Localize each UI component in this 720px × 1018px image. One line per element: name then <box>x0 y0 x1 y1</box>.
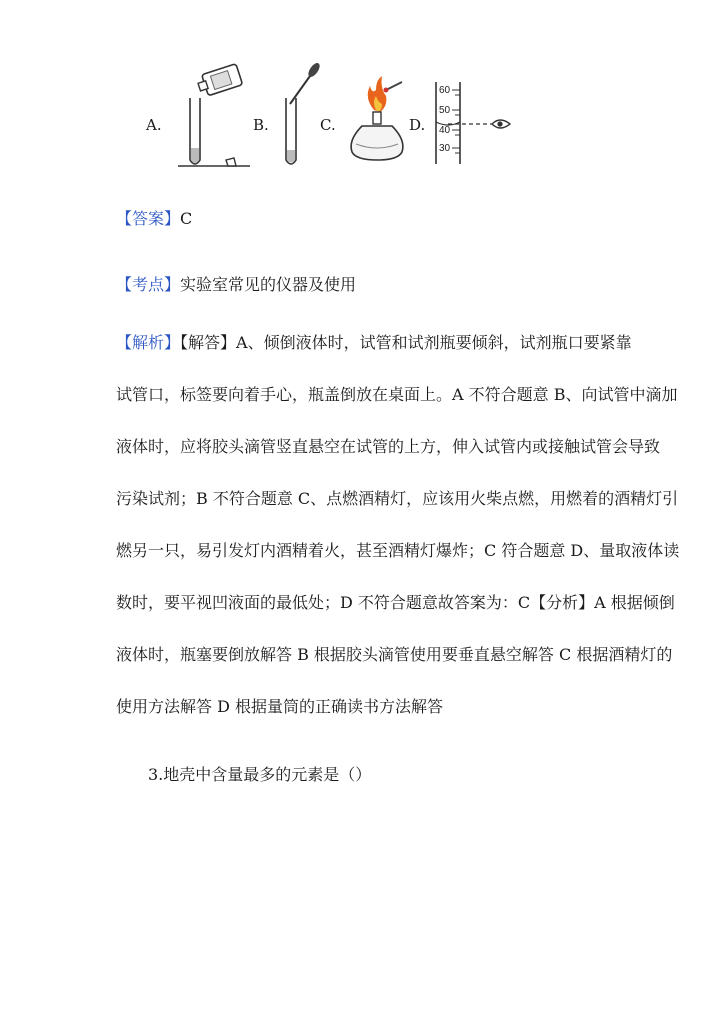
cylinder-mark-40: 40 <box>439 125 451 136</box>
next-question: 3.地壳中含量最多的元素是（） <box>148 765 372 784</box>
graduated-cylinder-figure <box>430 60 514 164</box>
analysis-line: 液体时，瓶塞要倒放解答 B 根据胶头滴管使用要垂直悬空解答 C 根据酒精灯的 <box>116 645 673 664</box>
analysis-line: 使用方法解答 D 根据量筒的正确读书方法解答 <box>116 697 444 716</box>
option-c-label: C. <box>320 116 336 134</box>
dropper-figure <box>276 60 326 172</box>
kaodian-line <box>116 272 356 295</box>
option-b-label: B. <box>253 116 269 134</box>
option-a-label: A. <box>146 116 162 134</box>
answer-line <box>116 206 192 229</box>
cylinder-mark-30: 30 <box>439 143 451 154</box>
experiment-figures <box>0 60 720 170</box>
analysis-line: 燃另一只，易引发灯内酒精着火，甚至酒精灯爆炸；C 符合题意 D、量取液体读 <box>116 541 680 560</box>
option-d-label: D. <box>409 116 426 134</box>
analysis-text: 【解答】A、倾倒液体时，试管和试剂瓶要倾斜，试剂瓶口要紧靠 <box>180 333 632 352</box>
kaodian-tag: 【考点】 <box>116 275 181 294</box>
analysis-line: 数时，要平视凹液面的最低处；D 不符合题意故答案为：C【分析】A 根据倾倒 <box>116 593 675 612</box>
analysis-line: 试管口，标签要向着手心，瓶盖倒放在桌面上。A 不符合题意 B、向试管中滴加 <box>116 385 678 404</box>
kaodian-value: 实验室常见的仪器及使用 <box>180 275 357 294</box>
answer-value: C <box>180 209 193 228</box>
analysis-line: 污染试剂；B 不符合题意 C、点燃酒精灯，应该用火柴点燃，用燃着的酒精灯引 <box>116 489 679 508</box>
analysis-paragraph <box>116 317 680 733</box>
pouring-liquid-figure <box>178 60 250 172</box>
cylinder-mark-50: 50 <box>439 105 451 116</box>
analysis-line: 液体时，应将胶头滴管竖直悬空在试管的上方，伸入试管内或接触试管会导致 <box>116 437 661 456</box>
cylinder-mark-60: 60 <box>439 85 451 96</box>
analysis-line <box>116 317 676 369</box>
alcohol-lamp-figure <box>340 60 412 172</box>
analysis-tag: 【解析】 <box>116 333 181 352</box>
answer-tag: 【答案】 <box>116 209 181 228</box>
